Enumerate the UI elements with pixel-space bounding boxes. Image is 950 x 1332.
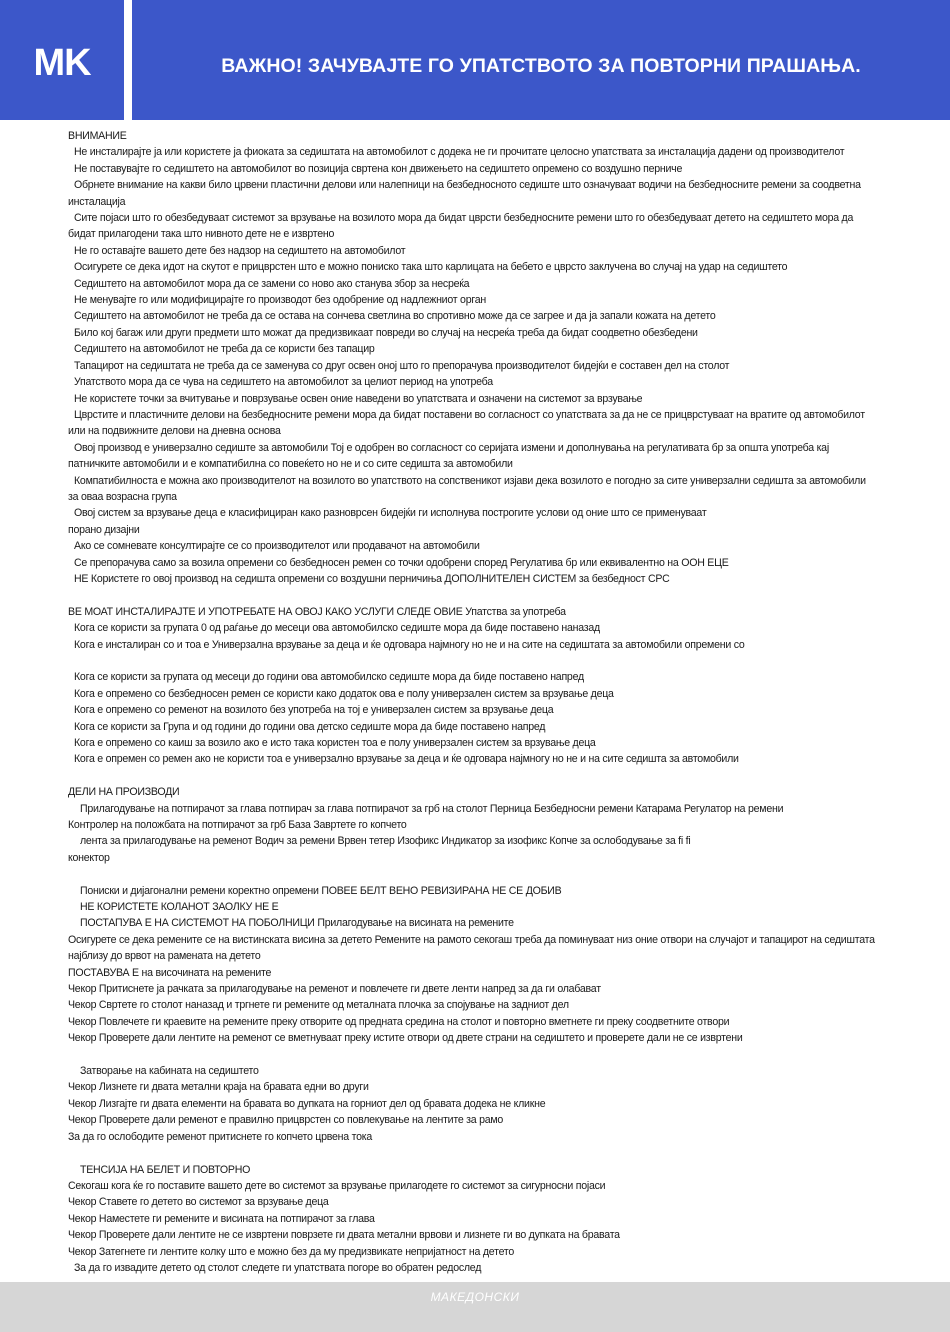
text-line: најблизу до врвот на рамената на детето: [68, 950, 261, 963]
text-line: инсталација: [68, 195, 126, 208]
text-line: Контролер на положбата на потпирачот за грб База Завртете го копчето: [68, 819, 407, 832]
text-line: или на подвижните делови на дневна основа: [68, 425, 281, 438]
text-line: Чекор Проверете дали ременот е правилно прицврстен со повлекување на лентите за рамо: [68, 1114, 504, 1127]
paragraph-spacer: [68, 1047, 900, 1063]
text-line: Осигурете се дека ремените се на вистинската висина за детето Ремените на рамото секогаш треба да поминуваат низ оние отвори на случајот и тапацирот на седиштата: [68, 933, 875, 946]
text-line: бидат прилагодени така што нивното дете не е извртено: [68, 228, 335, 241]
paragraph-spacer: [68, 653, 900, 669]
text-line: Затворање на кабината на седиштето: [80, 1065, 259, 1078]
text-line: Не користете точки за вчитување и поврзување освен оние наведени во упатствата и означени на системот за врзување: [74, 392, 643, 405]
text-line: ВНИМАНИЕ: [68, 130, 127, 142]
text-line: Не менувајте го или модифицирајте го производот без одобрение од надлежниот орган: [74, 294, 486, 307]
text-line: Кога е опремено со каиш за возило ако е исто така користен тоа е полу универзален систем за врзување деца: [74, 737, 596, 749]
text-line: НЕ КОРИСТЕТЕ КОЛАНОТ ЗАОЛКУ НЕ Е: [80, 901, 279, 914]
header-divider: [124, 0, 132, 120]
language-code: MK: [33, 42, 91, 84]
text-line: Кога е инсталиран со и тоа е Универзална врзување за деца и ќе одговара најмногу но не и на сите на седиштата за автомобили опремени со: [74, 638, 745, 651]
text-line: патничките автомобили и е компатибилна со повеќето но не и со сите седишта за автомобили: [68, 458, 513, 471]
text-line: Овој производ е универзално седиште за автомобили Тој е одобрен во согласност со серијата измени и дополнувања на регулативата бр за општа употреба кај: [74, 441, 829, 454]
text-line: Чекор Проверете дали лентите на ременот се вметнуваат преку истите отвори од двете страни на седиштето и проверете дали не се извртени: [68, 1032, 743, 1045]
text-line: Седиштето на автомобилот мора да се замени со ново ако станува збор за несреќа: [74, 277, 470, 290]
paragraph-spacer: [68, 768, 900, 784]
footer-bar: [0, 1282, 950, 1332]
text-line: ВЕ МОАТ ИНСТАЛИРАЈТЕ И УПОТРЕБАТЕ НА ОВОЈ КАКО УСЛУГИ СЛЕДЕ ОВИЕ Упатства за употреба: [68, 605, 566, 618]
text-line: Седиштето на автомобилот не треба да се остава на сончева светлина во спротивно може да се загрее и да ја запали кожата на детето: [74, 310, 716, 323]
paragraph-spacer: [68, 587, 900, 603]
header-banner: [0, 0, 950, 120]
text-line: ДЕЛИ НА ПРОИЗВОДИ: [68, 786, 180, 799]
text-line: Кога се користи за групата 0 од раѓање до месеци ова автомобилско седиште мора да биде поставено наназад: [74, 622, 600, 635]
text-line: Чекор Повлечете ги краевите на ремените преку отворите од предната средина на столот и повторно вметнете ги преку соодветните отвори: [68, 1015, 730, 1028]
text-line: Чекор Притиснете ја рачката за прилагодување на ременот и повлечете ги двете ленти напред за да ги олабават: [68, 983, 601, 996]
text-line: Компатибилноста е можна ако производителот на возилото во упатството на сопственикот изјави дека возилото е погодно за сите универзални седишта за автомобили: [74, 474, 866, 487]
text-line: Ако се сомневате консултирајте се со производителот или продавачот на автомобили: [74, 540, 480, 553]
text-line: порано дизајни: [68, 523, 140, 536]
text-line: Било кој багаж или други предмети што можат да предизвикаат повреди во случај на несреќа треба да бидат соодветно обезбедени: [74, 326, 698, 339]
text-line: Седиштето на автомобилот не треба да се користи без тапацир: [74, 343, 375, 356]
text-line: за оваа возрасна група: [68, 490, 177, 503]
text-line: Кога е опремено со безбедносен ремен се користи како додаток ова е полу универзален систем за врзување деца: [74, 687, 614, 700]
text-line: Чекор Затегнете ги лентите колку што е можно без да му предизвикате непријатност на детето: [68, 1245, 514, 1258]
paragraph-spacer: [68, 866, 900, 882]
text-line: лента за прилагодување на ременот Водич за ремени Врвен тетер Изофикс Индикатор за изофикс Копче за ослободување за fi fi: [80, 835, 691, 848]
text-line: Обрнете внимание на какви било црвени пластични делови или налепници на безбедносното седиште што означуваат водичи на безбедносните ремени за соодветна: [74, 179, 861, 192]
text-line: За да го извадите детето од столот следете ги упатствата погоре во обратен редослед: [74, 1261, 482, 1274]
footer-language-label: МАКЕДОНСКИ: [430, 1290, 520, 1304]
text-line: Не инсталирајте ја или користете ја фиоката за седиштата на автомобилот с додека не ги прочитате целосно упатствата за инсталација дадени од производителот: [74, 146, 845, 159]
paragraph-spacer: [68, 1145, 900, 1161]
text-line: Осигурете се дека идот на скутот е прицврстен што е можно пониско така што карлицата на бебето е цврсто заклучена во случај на удар на седиштето: [74, 261, 788, 274]
text-line: Упатството мора да се чува на седиштето на автомобилот за целиот период на употреба: [74, 376, 493, 389]
text-line: Сите појаси што го обезбедуваат системот за врзување на возилото мора да бидат цврсти безбедносните ремени што го обезбедуваат детето на седиштето мора да: [74, 212, 854, 225]
text-line: Секогаш кога ќе го поставите вашето дете во системот за врзување прилагодете го системот за сигурносни појаси: [68, 1179, 606, 1192]
text-line: Прилагодување на потпирачот за глава потпирач за глава потпирачот за грб на столот Перница Безбедносни ремени Катарама Регулатор на ремени: [80, 802, 784, 815]
text-line: Чекор Ставете го детето во системот за врзување деца: [68, 1196, 329, 1209]
text-line: Чекор Проверете дали лентите не се извртени поврзете ги двата метални врвови и лизнете ги во дупката на бравата: [68, 1229, 620, 1242]
text-line: Чекор Наместете ги ремените и висината на потпирачот за глава: [68, 1212, 375, 1225]
page-title: ВАЖНО! ЗАЧУВАЈТЕ ГО УПАТСТВОТО ЗА ПОВТОРНИ ПРАШАЊА.: [221, 55, 861, 77]
text-line: Не го оставајте вашето дете без надзор на седиштето на автомобилот: [74, 244, 406, 257]
text-line: НЕ Користете го овој производ на седишта опремени со воздушни перничиња ДОПОЛНИТЕЛЕН СИСТЕМ за безбедност СРС: [74, 572, 670, 585]
text-line: Овој систем за врзување деца е класифициран како разноврсен бидејќи ги исполнува построгите услови од оние што се применуваат: [74, 507, 707, 520]
text-line: ТЕНСИЈА НА БЕЛЕТ И ПОВТОРНО: [80, 1163, 251, 1176]
text-line: Се препорачува само за возила опремени со безбедносен ремен со точки одобрени според Регулатива бр или еквивалентно на ООН ЕЦЕ: [74, 556, 729, 569]
text-line: Чекор Свртете го столот наназад и тргнете ги ремените од металната плочка за спојување на задниот дел: [68, 999, 569, 1012]
language-code-box: [0, 0, 124, 120]
text-line: конектор: [68, 851, 110, 864]
text-line: Тапацирот на седиштата не треба да се заменува со друг освен оној што го препорачува производителот бидејќи е составен дел на столот: [74, 359, 730, 372]
text-line: Цврстите и пластичните делови на безбедносните ремени мора да бидат поставени во согласност со упатствата за да не се прицврстуваат на вратите од автомобилот: [74, 408, 865, 421]
text-line: Кога е опремен со ремен ако не користи тоа е универзално врзување за деца и ќе одговара најмногу но не и на сите седишта за автомобили: [74, 753, 739, 766]
text-line: ПОСТАПУВА Е НА СИСТЕМОТ НА ПОБОЛНИЦИ Прилагодување на висината на ремените: [80, 917, 514, 930]
text-line: Кога се користи за Група и од години до години ова детско седиште мора да биде поставено напред: [74, 720, 546, 733]
text-line: Кога се користи за групата од месеци до години ова автомобилско седиште мора да биде поставено напред: [74, 671, 584, 684]
text-line: Кога е опремено со ременот на возилото без употреба на тој е универзален систем за врзување деца: [74, 704, 554, 717]
text-line: ПОСТАВУВА Е на височината на ремените: [68, 966, 272, 979]
instructions-body: [68, 128, 900, 1276]
text-line: Пониски и дијагонални ремени коректно опремени ПОВЕЕ БЕЛТ ВЕНО РЕВИЗИРАНА НЕ СЕ ДОБИВ: [80, 884, 562, 897]
text-line: За да го ослободите ременот притиснете го копчето црвена тока: [68, 1130, 372, 1143]
text-line: Чекор Лизнете ги двата метални краја на бравата едни во други: [68, 1081, 369, 1094]
text-line: Не поставувајте го седиштето на автомобилот во позиција свртена кон движењето на седиштето опремено со воздушно перниче: [74, 162, 683, 175]
text-line: Чекор Лизгајте ги двата елементи на бравата во дупката на горниот дел од бравата додека не кликне: [68, 1097, 546, 1110]
